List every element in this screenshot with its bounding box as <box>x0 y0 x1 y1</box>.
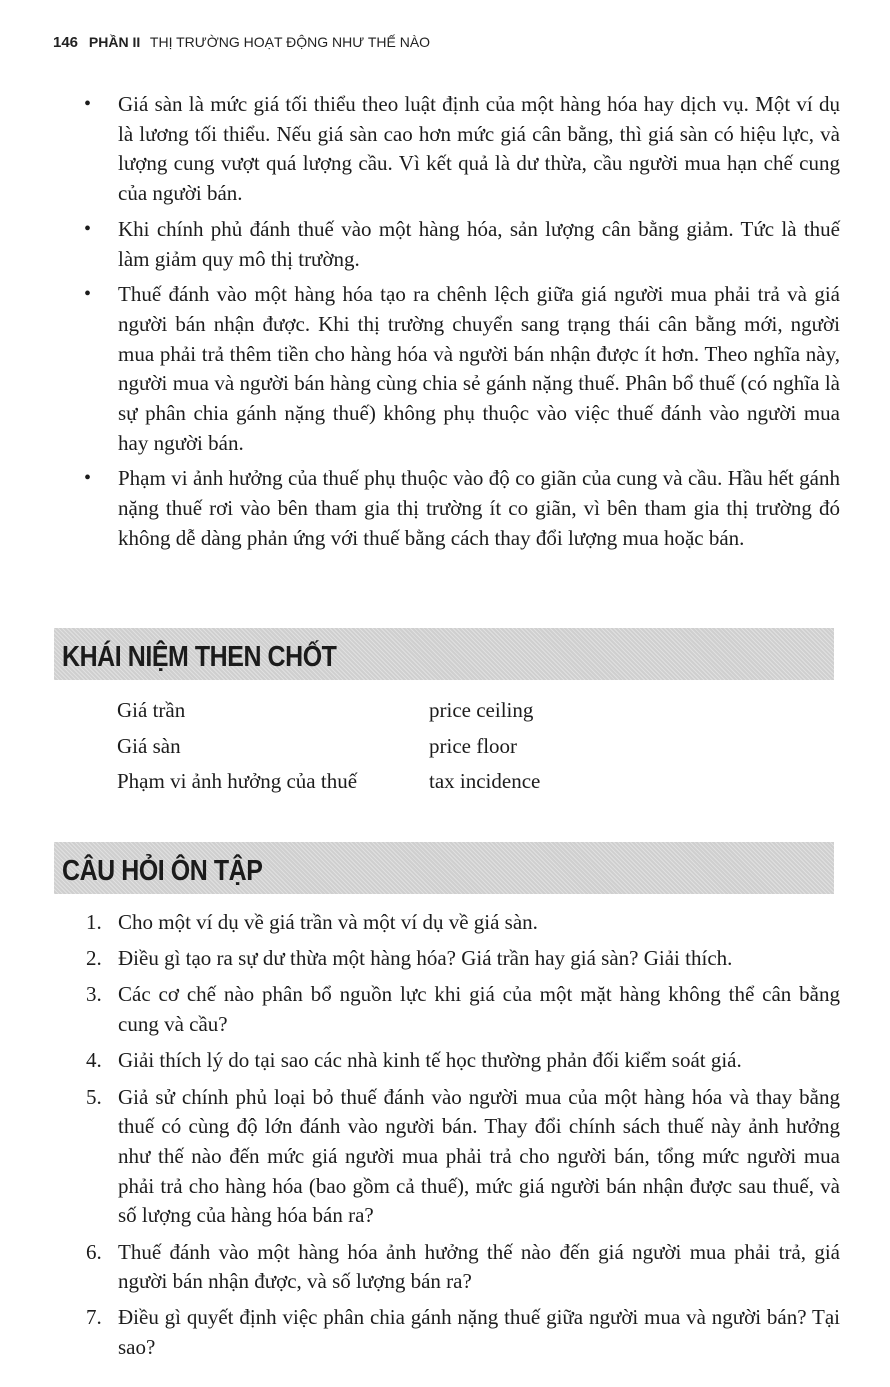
bullet-icon: • <box>84 93 92 115</box>
question-text: Thuế đánh vào một hàng hóa ảnh hưởng thế nào đến giá người mua phải trả, giá người bán nhận được, và số lượng bán ra? <box>118 1239 840 1294</box>
question-number: 5. <box>86 1084 102 1109</box>
page-number: 146 <box>53 34 79 51</box>
question-item <box>84 1046 840 1076</box>
term-english: price ceiling <box>429 698 534 722</box>
term-vietnamese: Phạm vi ảnh hưởng của thuế <box>117 769 358 793</box>
question-text: Cho một ví dụ về giá trần và một ví dụ về giá sàn. <box>118 910 538 934</box>
key-concepts-heading-band <box>54 628 834 680</box>
running-header <box>53 34 430 51</box>
term-english: tax incidence <box>429 769 541 793</box>
question-number: 4. <box>86 1048 102 1073</box>
term-english: price floor <box>429 733 518 758</box>
question-text: Điều gì tạo ra sự dư thừa một hàng hóa? Giá trần hay giá sàn? Giải thích. <box>118 946 733 971</box>
question-text: Giả sử chính phủ loại bỏ thuế đánh vào người mua của một hàng hóa và thay bằng thuế có cùng độ lớn đánh vào người bán. Thay đổi chính sách thuế này ảnh hưởng như thế nào đến mức giá người mua phải trả cho người bán, tổng mức người mua phải trả cho hàng hóa (bao gồm cả thuế), mức giá người bán nhận được sau thuế, và số lượng của hàng hóa bán ra? <box>118 1084 840 1228</box>
term-vietnamese: Giá trần <box>117 698 186 722</box>
term-vietnamese: Giá sàn <box>117 733 181 758</box>
question-text: Các cơ chế nào phân bổ nguồn lực khi giá của một mặt hàng không thể cân bằng cung và cầu? <box>118 982 840 1037</box>
question-number: 2. <box>86 946 102 971</box>
summary-bullet-list <box>84 90 840 560</box>
key-concepts-heading: KHÁI NIỆM THEN CHỐT <box>62 641 337 673</box>
bullet-icon: • <box>84 283 92 306</box>
summary-bullet: • Khi chính phủ đánh thuế vào một hàng hóa, sản lượng cân bằng giảm. Tức là thuế làm giảm quy mô thị trường. <box>84 216 840 271</box>
question-number: 6. <box>86 1239 102 1264</box>
review-questions-heading: CÂU HỎI ÔN TẬP <box>62 855 263 887</box>
question-item <box>84 908 840 938</box>
question-text: Điều gì quyết định việc phân chia gánh nặng thuế giữa người mua và người bán? Tại sao? <box>118 1305 840 1360</box>
question-item <box>84 980 840 1039</box>
part-label: PHẦN II <box>88 34 141 50</box>
review-questions-list <box>84 908 840 1369</box>
question-number: 3. <box>86 982 102 1007</box>
question-item <box>84 1238 840 1297</box>
question-item <box>84 944 840 974</box>
summary-bullet: • Giá sàn là mức giá tối thiểu theo luật định của một hàng hóa hay dịch vụ. Một ví dụ là lương tối thiểu. Nếu giá sàn cao hơn mức giá cân bằng, thì giá sàn có hiệu lực, và lượng cung vượt quá lượng cầu. Vì kết quả là dư thừa, cầu người mua hạn chế cung của người bán. <box>84 92 840 206</box>
question-number: 7. <box>86 1305 102 1330</box>
summary-bullet: • Thuế đánh vào một hàng hóa tạo ra chênh lệch giữa giá người mua phải trả và giá người bán nhận được. Khi thị trường chuyển sang trạng thái cân bằng mới, người mua phải trả thêm tiền cho hàng hóa và người bán nhận được ít hơn. Theo nghĩa này, người mua và người bán hàng cùng chia sẻ gánh nặng thuế. Phân bổ thuế (có nghĩa là sự phân chia gánh nặng thuế) không phụ thuộc vào việc thuế đánh vào người mua hay người bán. <box>84 282 840 455</box>
question-text: Giải thích lý do tại sao các nhà kinh tế học thường phản đối kiểm soát giá. <box>118 1048 742 1073</box>
chapter-title: THỊ TRƯỜNG HOẠT ĐỘNG NHƯ THẾ NÀO <box>149 34 431 50</box>
bullet-icon: • <box>84 467 92 490</box>
summary-bullet: • Phạm vi ảnh hưởng của thuế phụ thuộc vào độ co giãn của cung và cầu. Hầu hết gánh nặng thuế rơi vào bên tham gia thị trường ít co giãn, vì bên tham gia thị trường đó không dễ dàng phản ứng với thuế bằng cách thay đổi lượng mua hoặc bán. <box>84 466 840 550</box>
question-item <box>84 1303 840 1362</box>
question-number: 1. <box>86 910 102 934</box>
review-questions-heading-band <box>54 842 834 894</box>
question-item <box>84 1083 840 1232</box>
bullet-icon: • <box>84 217 92 240</box>
